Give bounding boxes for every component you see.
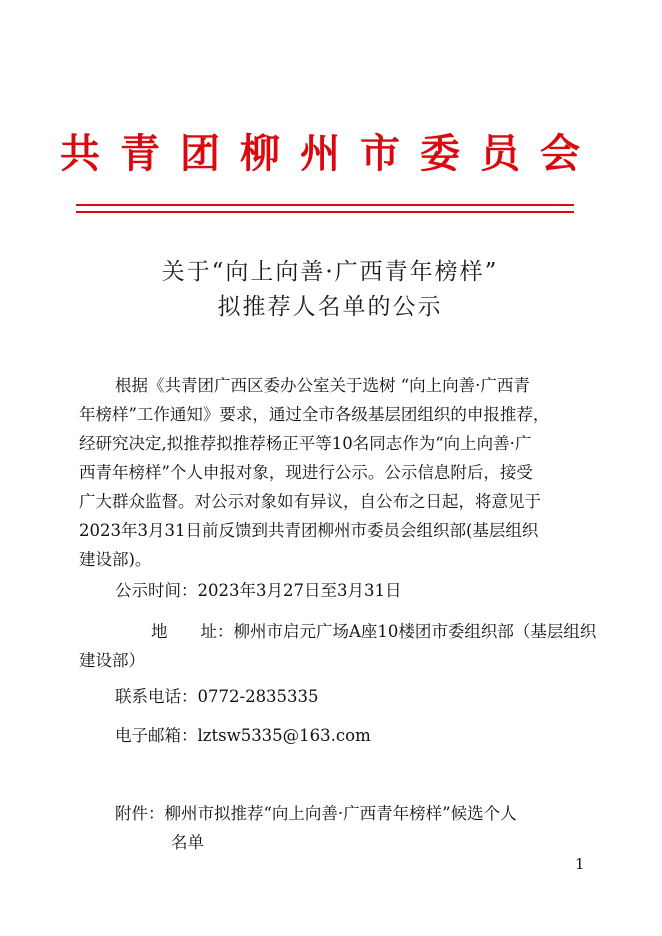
- address-value: 柳州市启元广场A座10楼团市委组织部（基层组织: [233, 622, 597, 641]
- address-line-2: 建设部）: [79, 651, 145, 670]
- masthead-rule-top: [76, 204, 574, 206]
- announcement-paragraph: [79, 371, 599, 574]
- paragraph-line: 2023年3月31日前反馈到共青团柳州市委员会组织部(基层组织: [79, 521, 539, 540]
- paragraph-line: 西青年榜样”个人申报对象，现进行公示。公示信息附后，接受: [79, 463, 533, 482]
- document-title-line-1: 关于“向上向善·广西青年榜样”: [161, 259, 499, 285]
- paragraph-line: 建设部)。: [79, 550, 152, 569]
- contact-email: [79, 721, 599, 750]
- notice-period-text: 公示时间：2023年3月27日至3月31日: [115, 581, 402, 600]
- address-label: 地 址：: [151, 622, 234, 641]
- masthead-org-name: 共青团柳州市委员会: [60, 131, 600, 177]
- attachment-note: [79, 799, 599, 857]
- paragraph-line: 年榜样”工作通知》要求，通过全市各级基层团组织的申报推荐，: [79, 405, 550, 424]
- contact-email-text: 电子邮箱：lztsw5335@163.com: [115, 726, 371, 745]
- address-line-1: [79, 617, 599, 646]
- masthead-rule-bottom: [76, 211, 574, 213]
- contact-phone: [79, 682, 599, 711]
- paragraph-line: 广大群众监督。对公示对象如有异议，自公布之日起，将意见于: [79, 492, 541, 511]
- attachment-line-1: 附件：柳州市拟推荐“向上向善·广西青年榜样”候选个人: [115, 804, 517, 823]
- attachment-line-2: 名单: [171, 833, 204, 852]
- paragraph-line: 经研究决定,拟推荐拟推荐杨正平等10名同志作为“向上向善·广: [79, 434, 532, 453]
- paragraph-line: 根据《共青团广西区委办公室关于选树 “向上向善·广西青: [115, 376, 530, 395]
- notice-period: [79, 576, 599, 605]
- document-title-line-2: 拟推荐人名单的公示: [217, 294, 443, 320]
- page-number: 1: [575, 855, 585, 873]
- contact-phone-text: 联系电话：0772-2835335: [115, 687, 319, 706]
- contact-address: [79, 617, 599, 675]
